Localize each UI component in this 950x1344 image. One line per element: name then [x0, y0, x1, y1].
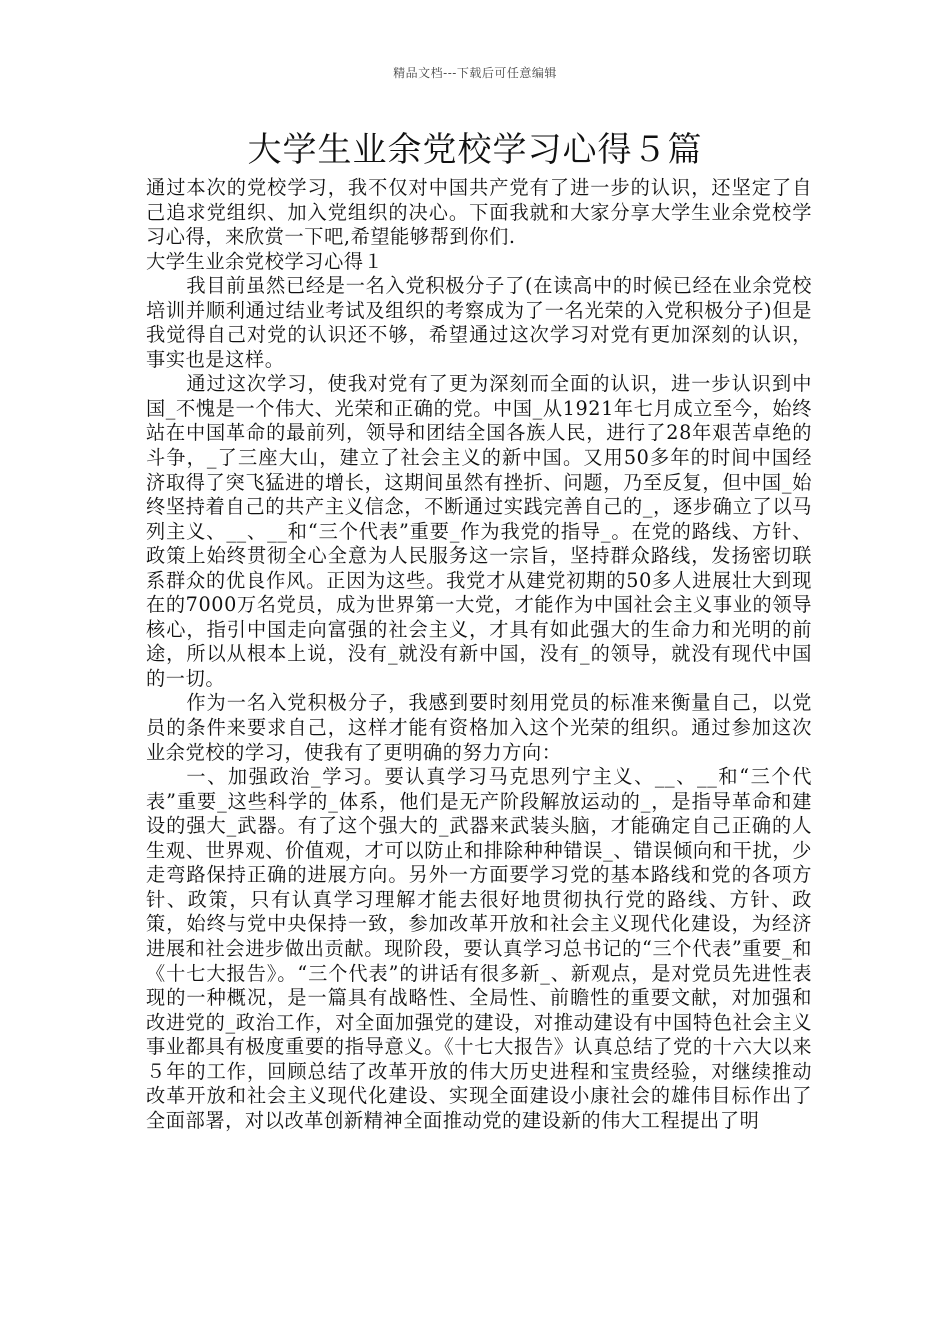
body-paragraph: 通过这次学习，使我对党有了更为深刻而全面的认识，进一步认识到中国_不愧是一个伟大、光荣和正确的党。中国_从1921年七月成立至今，始终站在中国革命的最前列，领导和团结全国各族人民，进行了28年艰苦卓绝的斗争，_了三座大山，建立了社会主义的新中国。又用50多年的时间中国经济取得了突飞猛进的增长，这期间虽然有挫折、问题，乃至反复，但中国_始终坚持着自己的共产主义信念，不断通过实践完善自己的_，逐步确立了以马列主义、__、__和“三个代表”重要_作为我党的指导_。在党的路线、方针、政策上始终贯彻全心全意为人民服务这一宗旨，坚持群众路线，发扬密切联系群众的优良作风。正因为这些。我党才从建党初期的50多人进展壮大到现在的7000万名党员，成为世界第一大党，才能作为中国社会主义事业的领导核心，指引中国走向富强的社会主义，才具有如此强大的生命力和光明的前途，所以从根本上说，没有_就没有新中国，没有_的领导，就没有现代中国的一切。	[146, 372, 812, 690]
header-note: 精品文档---下载后可任意编辑	[393, 66, 557, 80]
intro-paragraph: 通过本次的党校学习，我不仅对中国共产党有了进一步的认识，还坚定了自己追求党组织、加入党组织的决心。下面我就和大家分享大学生业余党校学习心得，来欣赏一下吧,希望能够帮到你们.	[146, 176, 812, 249]
body-paragraph: 作为一名入党积极分子，我感到要时刻用党员的标准来衡量自己，以党员的条件来要求自己，这样才能有资格加入这个光荣的组织。通过参加这次业余党校的学习，使我有了更明确的努力方向：	[146, 691, 812, 764]
section-heading: 大学生业余党校学习心得１	[146, 249, 384, 273]
body-paragraph: 一、加强政治_学习。要认真学习马克思列宁主义、__、__和“三个代表”重要_这些科学的_体系，他们是无产阶段解放运动的_，是指导革命和建设的强大_武器。有了这个强大的_武器来武装头脑，才能确定自己正确的人生观、世界观、价值观，才可以防止和排除种种错误_、错误倾向和干扰，少走弯路保持正确的进展方向。另外一方面要学习党的基本路线和党的各项方针、政策，只有认真学习理解才能去很好地贯彻执行党的路线、方针、政策，始终与党中央保持一致，参加改革开放和社会主义现代化建设，为经济进展和社会进步做出贡献。现阶段，要认真学习总书记的“三个代表”重要_和《十七大报告》。“三个代表”的讲话有很多新_、新观点，是对党员先进性表现的一种概况，是一篇具有战略性、全局性、前瞻性的重要文献，对加强和改进党的_政治工作，对全面加强党的建设，对推动建设有中国特色社会主义事业都具有极度重要的指导意义。《十七大报告》认真总结了党的十六大以来５年的工作，回顾总结了改革开放的伟大历史进程和宝贵经验，对继续推动改革开放和社会主义现代化建设、实现全面建设小康社会的雄伟目标作出了全面部署，对以改革创新精神全面推动党的建设新的伟大工程提出了明	[146, 765, 812, 1132]
document-title: 大学生业余党校学习心得５篇	[247, 130, 703, 170]
document-body	[146, 176, 812, 1133]
body-paragraph: 我目前虽然已经是一名入党积极分子了(在读高中的时候已经在业余党校培训并顺利通过结业考试及组织的考察成为了一名光荣的入党积极分子)但是我觉得自己对党的认识还不够，希望通过这次学习对党有更加深刻的认识，事实也是这样。	[146, 274, 812, 371]
